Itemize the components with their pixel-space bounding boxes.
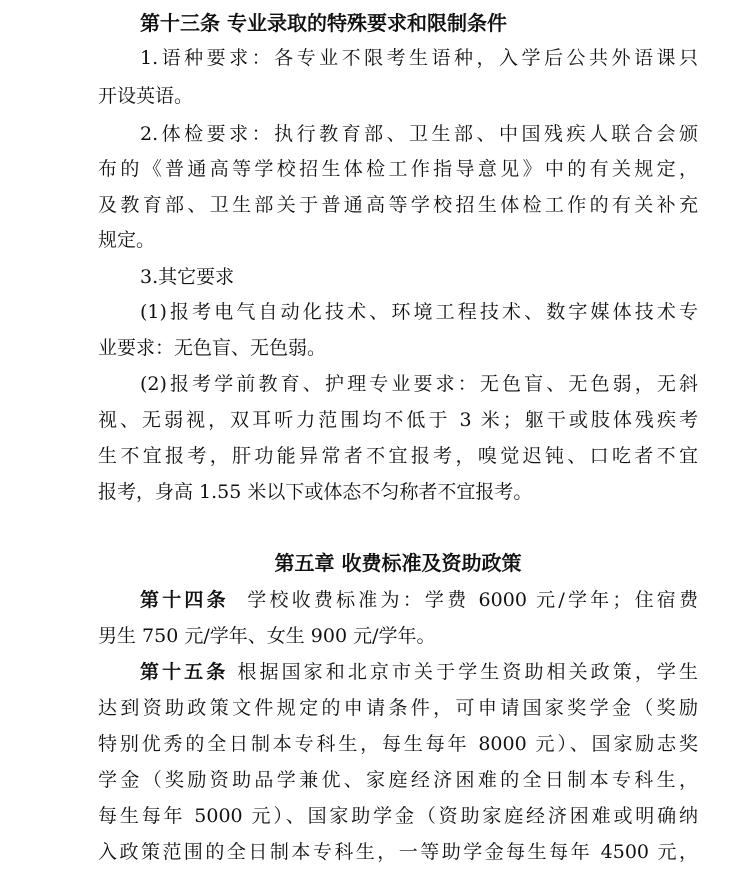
paragraph-line: 2.体检要求：执行教育部、卫生部、中国残疾人联合会颁 bbox=[140, 123, 698, 145]
paragraph-line: 学金（奖励资助品学兼优、家庭经济困难的全日制本专科生， bbox=[98, 769, 698, 791]
article-14-head: 第十四条 bbox=[140, 589, 229, 611]
paragraph-line: 业要求：无色盲、无色弱。 bbox=[98, 337, 327, 359]
paragraph-line: 达到资助政策文件规定的申请条件，可申请国家奖学金（奖励 bbox=[98, 697, 698, 719]
article-15-text: 根据国家和北京市关于学生资助相关政策，学生 bbox=[237, 661, 698, 683]
paragraph-line: 1.语种要求：各专业不限考生语种，入学后公共外语课只 bbox=[140, 47, 698, 69]
article-14-line bbox=[140, 588, 698, 612]
article-15-line bbox=[140, 660, 698, 684]
paragraph-line: (2)报考学前教育、护理专业要求：无色盲、无色弱，无斜 bbox=[140, 373, 698, 395]
article-15-head: 第十五条 bbox=[140, 661, 229, 683]
paragraph-line: 3.其它要求 bbox=[140, 266, 235, 288]
chapter-5-title: 第五章 收费标准及资助政策 bbox=[274, 551, 522, 575]
paragraph-line: 特别优秀的全日制本专科生，每生每年 8000 元）、国家励志奖 bbox=[98, 733, 698, 755]
paragraph-line: 规定。 bbox=[98, 229, 156, 251]
article-13-title: 第十三条 专业录取的特殊要求和限制条件 bbox=[140, 11, 507, 35]
paragraph-line: (1)报考电气自动化技术、环境工程技术、数字媒体技术专 bbox=[140, 301, 698, 323]
paragraph-line: 布的《普通高等学校招生体检工作指导意见》中的有关规定， bbox=[98, 158, 698, 180]
article-14-text: 学校收费标准为：学费 6000 元/学年；住宿费 bbox=[247, 589, 698, 611]
paragraph-line: 生不宜报考，肝功能异常者不宜报考，嗅觉迟钝、口吃者不宜 bbox=[98, 445, 698, 467]
paragraph-line: 报考，身高 1.55 米以下或体态不匀称者不宜报考。 bbox=[98, 481, 533, 503]
paragraph-line: 及教育部、卫生部关于普通高等学校招生体检工作的有关补充 bbox=[98, 194, 698, 216]
paragraph-line: 每生每年 5000 元）、国家助学金（资助家庭经济困难或明确纳 bbox=[98, 805, 698, 827]
paragraph-line: 视、无弱视，双耳听力范围均不低于 3 米；躯干或肢体残疾考 bbox=[98, 409, 698, 431]
paragraph-line: 男生 750 元/学年、女生 900 元/学年。 bbox=[98, 625, 436, 647]
paragraph-line: 入政策范围的全日制本专科生，一等助学金每生每年 4500 元， bbox=[98, 841, 698, 863]
paragraph-line: 开设英语。 bbox=[98, 85, 194, 107]
